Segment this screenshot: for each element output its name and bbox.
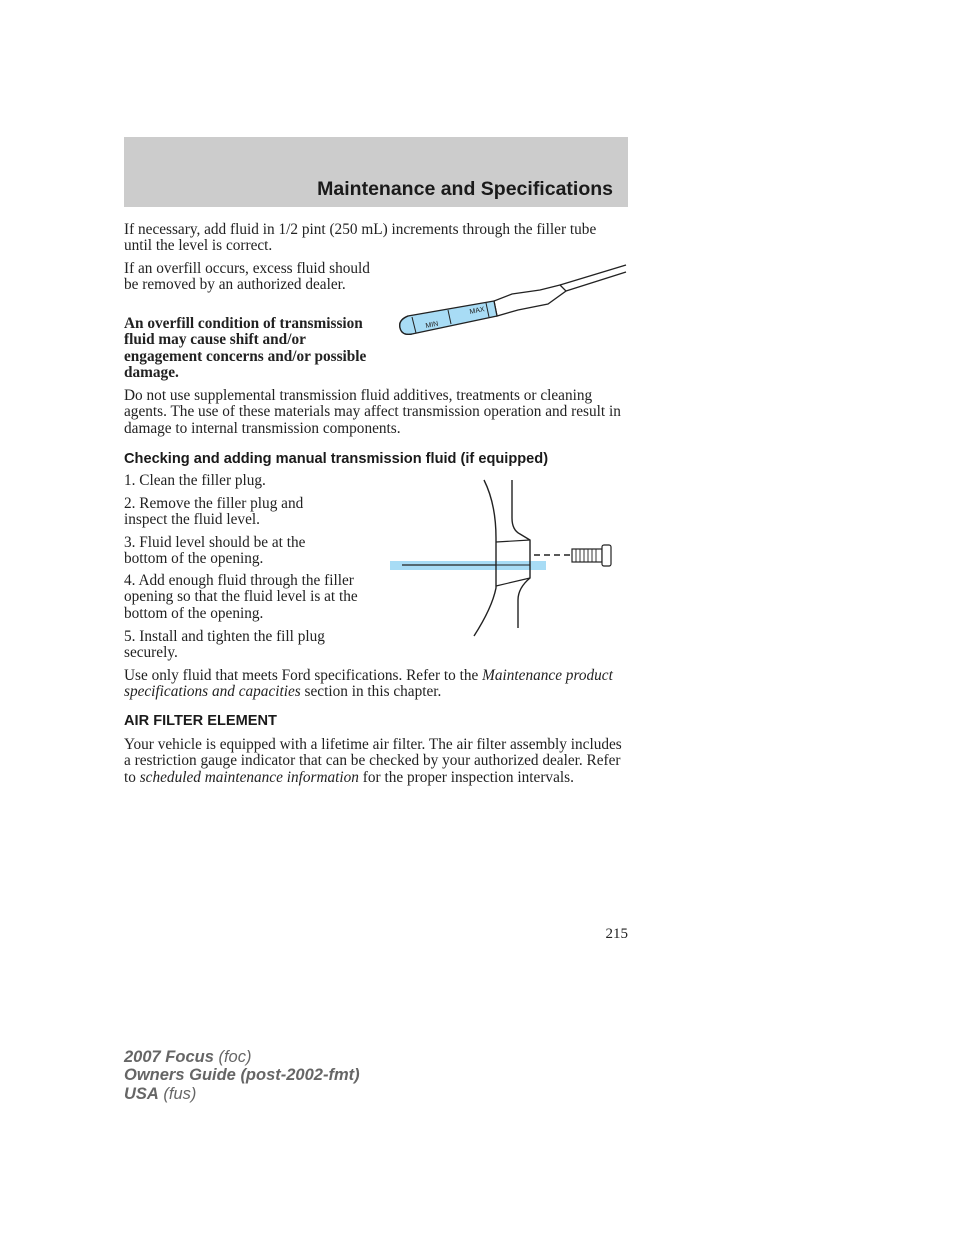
footer-line-2: Owners Guide (post-2002-fmt) xyxy=(124,1066,360,1085)
footer-model: 2007 Focus xyxy=(124,1048,214,1066)
manual-transmission-heading: Checking and adding manual transmission fluid (if equipped) xyxy=(124,451,549,467)
ford-spec-text-end: section in this chapter. xyxy=(300,683,442,701)
dipstick-max-label: MAX xyxy=(469,306,486,316)
air-filter-text-end: for the proper inspection intervals. xyxy=(358,768,574,786)
filler-plug-illustration xyxy=(388,478,618,640)
footer-line-3 xyxy=(124,1085,360,1103)
footer-model-code: (foc) xyxy=(213,1048,252,1066)
dipstick-min-label: MIN xyxy=(425,320,439,330)
scheduled-maintenance-reference: scheduled maintenance information xyxy=(139,768,359,786)
air-filter-heading: AIR FILTER ELEMENT xyxy=(124,713,277,729)
page-number: 215 xyxy=(605,926,628,942)
section-header-band xyxy=(124,137,628,207)
capacities-reference: Maintenance product specifications and capacities xyxy=(124,667,613,701)
air-filter-paragraph xyxy=(124,737,628,786)
step-1: 1. Clean the filler plug. xyxy=(124,472,266,489)
step-3: 3. Fluid level should be at the bottom of the opening. xyxy=(124,534,306,568)
step-2: 2. Remove the filler plug and inspect the fluid level. xyxy=(124,495,304,529)
document-footer xyxy=(124,1048,360,1103)
air-filter-text-start: Your vehicle is equipped with a lifetime air filter. The air filter assembly includes a restriction gauge indicator that can be checked by your authorized dealer. Refer to xyxy=(124,736,622,786)
dipstick-illustration xyxy=(390,258,630,348)
footer-market-code: (fus) xyxy=(158,1084,197,1103)
add-fluid-paragraph: If necessary, add fluid in 1/2 pint (250 mL) increments through the filler tube until the level is correct. xyxy=(124,221,597,255)
overfill-warning: An overfill condition of transmission fluid may cause shift and/or engagement concerns and/or possible damage. xyxy=(124,315,367,381)
footer-market: USA xyxy=(124,1084,159,1103)
overfill-paragraph: If an overfill occurs, excess fluid should be removed by an authorized dealer. xyxy=(124,260,370,294)
step-5: 5. Install and tighten the fill plug securely. xyxy=(124,628,325,662)
step-4: 4. Add enough fluid through the filler opening so that the fluid level is at the bottom of the opening. xyxy=(124,572,358,622)
ford-spec-text-start: Use only fluid that meets Ford specifications. Refer to the xyxy=(124,667,483,684)
additives-paragraph: Do not use supplemental transmission fluid additives, treatments or cleaning agents. The use of these materials may affect transmission operation and result in damage to internal transmission components. xyxy=(124,387,621,437)
section-title: Maintenance and Specifications xyxy=(317,178,613,200)
footer-line-1 xyxy=(124,1048,360,1066)
ford-spec-paragraph xyxy=(124,668,628,701)
